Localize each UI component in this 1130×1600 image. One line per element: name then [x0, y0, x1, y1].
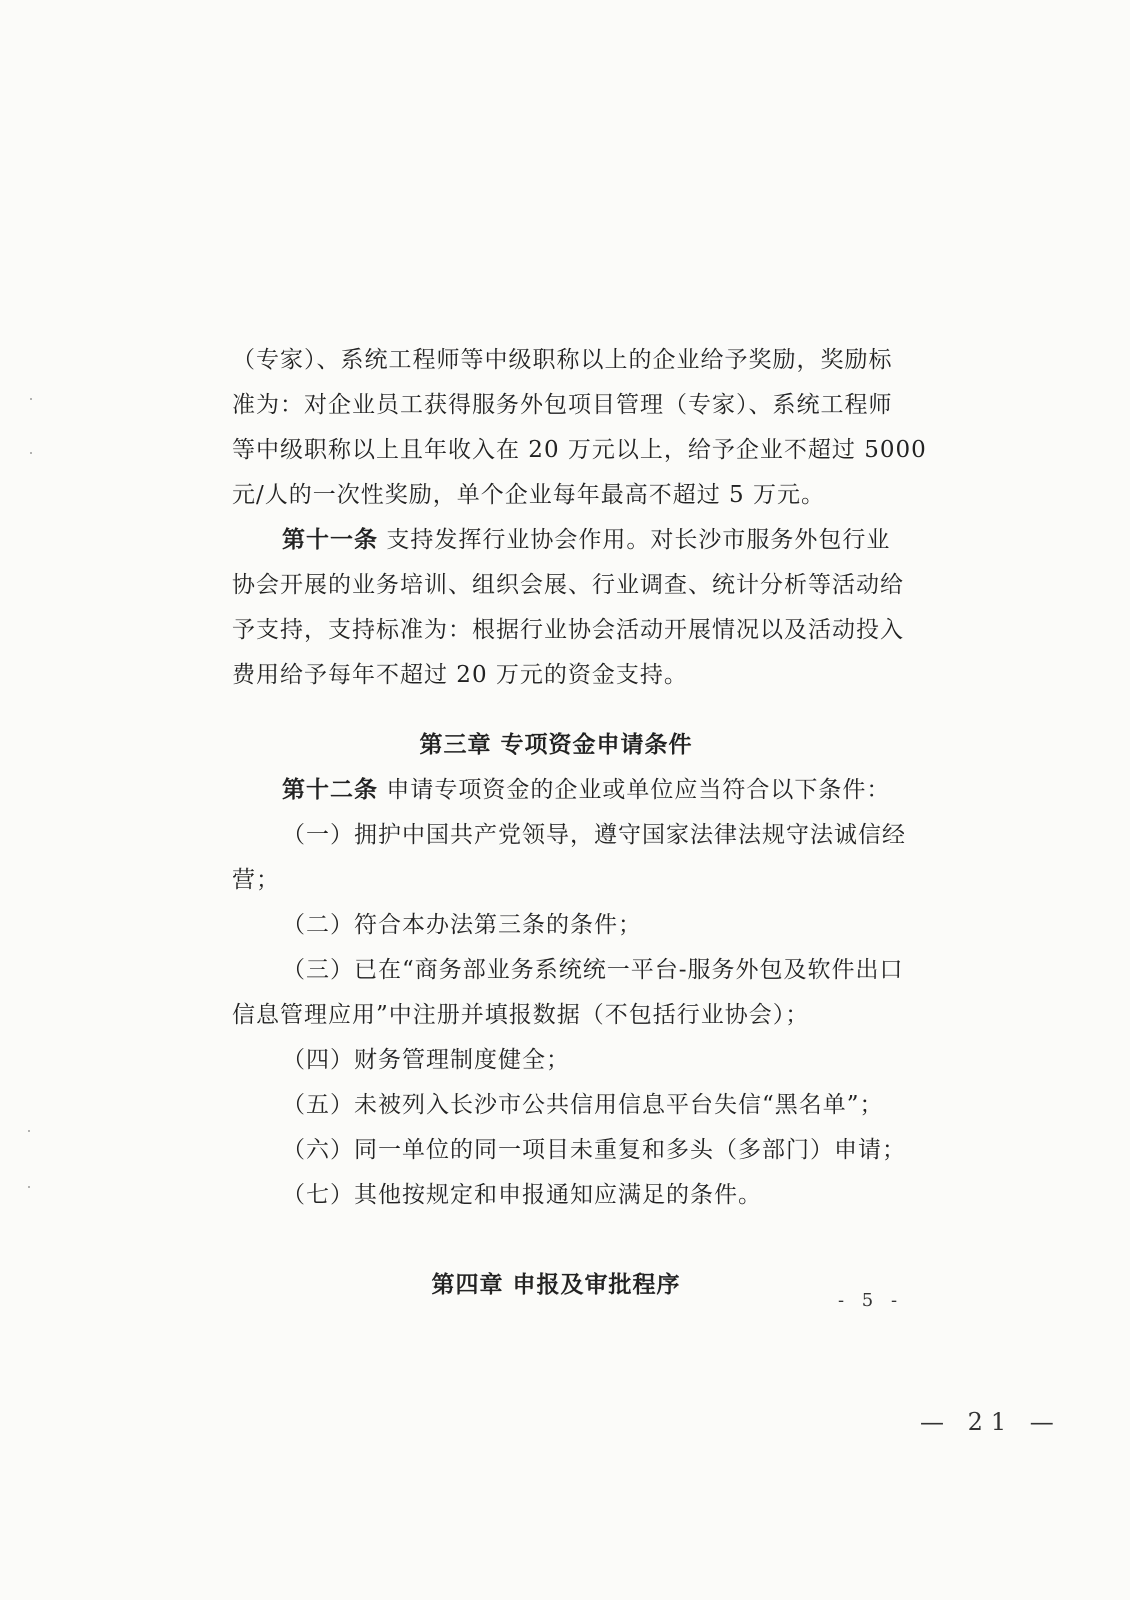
scan-speck	[30, 452, 32, 454]
condition-3-line-1: （三）已在“商务部业务系统统一平台-服务外包及软件出口	[282, 957, 904, 983]
document-body	[232, 338, 927, 1308]
article-11-text: 支持发挥行业协会作用。对长沙市服务外包行业	[386, 527, 891, 553]
condition-3-line-2: 信息管理应用”中注册并填报数据（不包括行业协会）；	[232, 1002, 810, 1028]
text-line: 准为：对企业员工获得服务外包项目管理（专家）、系统工程师	[232, 392, 893, 418]
text-line: 予支持，支持标准为：根据行业协会活动开展情况以及活动投入	[232, 617, 904, 643]
article-12	[232, 768, 891, 813]
condition-2: （二）符合本办法第三条的条件；	[282, 912, 642, 938]
chapter-3-title: 第三章 专项资金申请条件	[419, 732, 693, 758]
condition-1-line-1: （一）拥护中国共产党领导，遵守国家法律法规守法诚信经	[282, 822, 906, 848]
text-line: 费用给予每年不超过 20 万元的资金支持。	[232, 662, 688, 688]
text-line: 协会开展的业务培训、组织会展、行业调查、统计分析等活动给	[232, 572, 904, 598]
condition-7: （七）其他按规定和申报通知应满足的条件。	[282, 1182, 762, 1208]
scan-speck	[30, 398, 32, 400]
scan-speck	[28, 1186, 30, 1188]
scan-speck	[28, 1130, 30, 1132]
chapter-4-title: 第四章 申报及审批程序	[431, 1272, 681, 1298]
condition-5: （五）未被列入长沙市公共信用信息平台失信“黑名单”；	[282, 1092, 884, 1118]
paragraph-continuation	[232, 338, 927, 518]
condition-4: （四）财务管理制度健全；	[282, 1047, 570, 1073]
inner-page-number: - 5 -	[838, 1290, 904, 1311]
outer-page-number: — 21 —	[920, 1408, 1062, 1436]
article-12-text: 申请专项资金的企业或单位应当符合以下条件：	[386, 777, 891, 803]
article-11-first-line	[232, 518, 891, 563]
condition-1-line-2: 营；	[232, 867, 280, 893]
article-11-label: 第十一条	[282, 527, 378, 553]
condition-6: （六）同一单位的同一项目未重复和多头（多部门）申请；	[282, 1137, 906, 1163]
text-line: （专家）、系统工程师等中级职称以上的企业给予奖励，奖励标	[232, 347, 893, 373]
text-line: 元/人的一次性奖励，单个企业每年最高不超过 5 万元。	[232, 482, 826, 508]
conditions-list	[232, 813, 906, 1218]
article-11	[232, 518, 904, 698]
article-12-first-line	[232, 768, 891, 813]
text-line: 等中级职称以上且年收入在 20 万元以上，给予企业不超过 5000	[232, 437, 927, 463]
article-12-label: 第十二条	[282, 777, 378, 803]
